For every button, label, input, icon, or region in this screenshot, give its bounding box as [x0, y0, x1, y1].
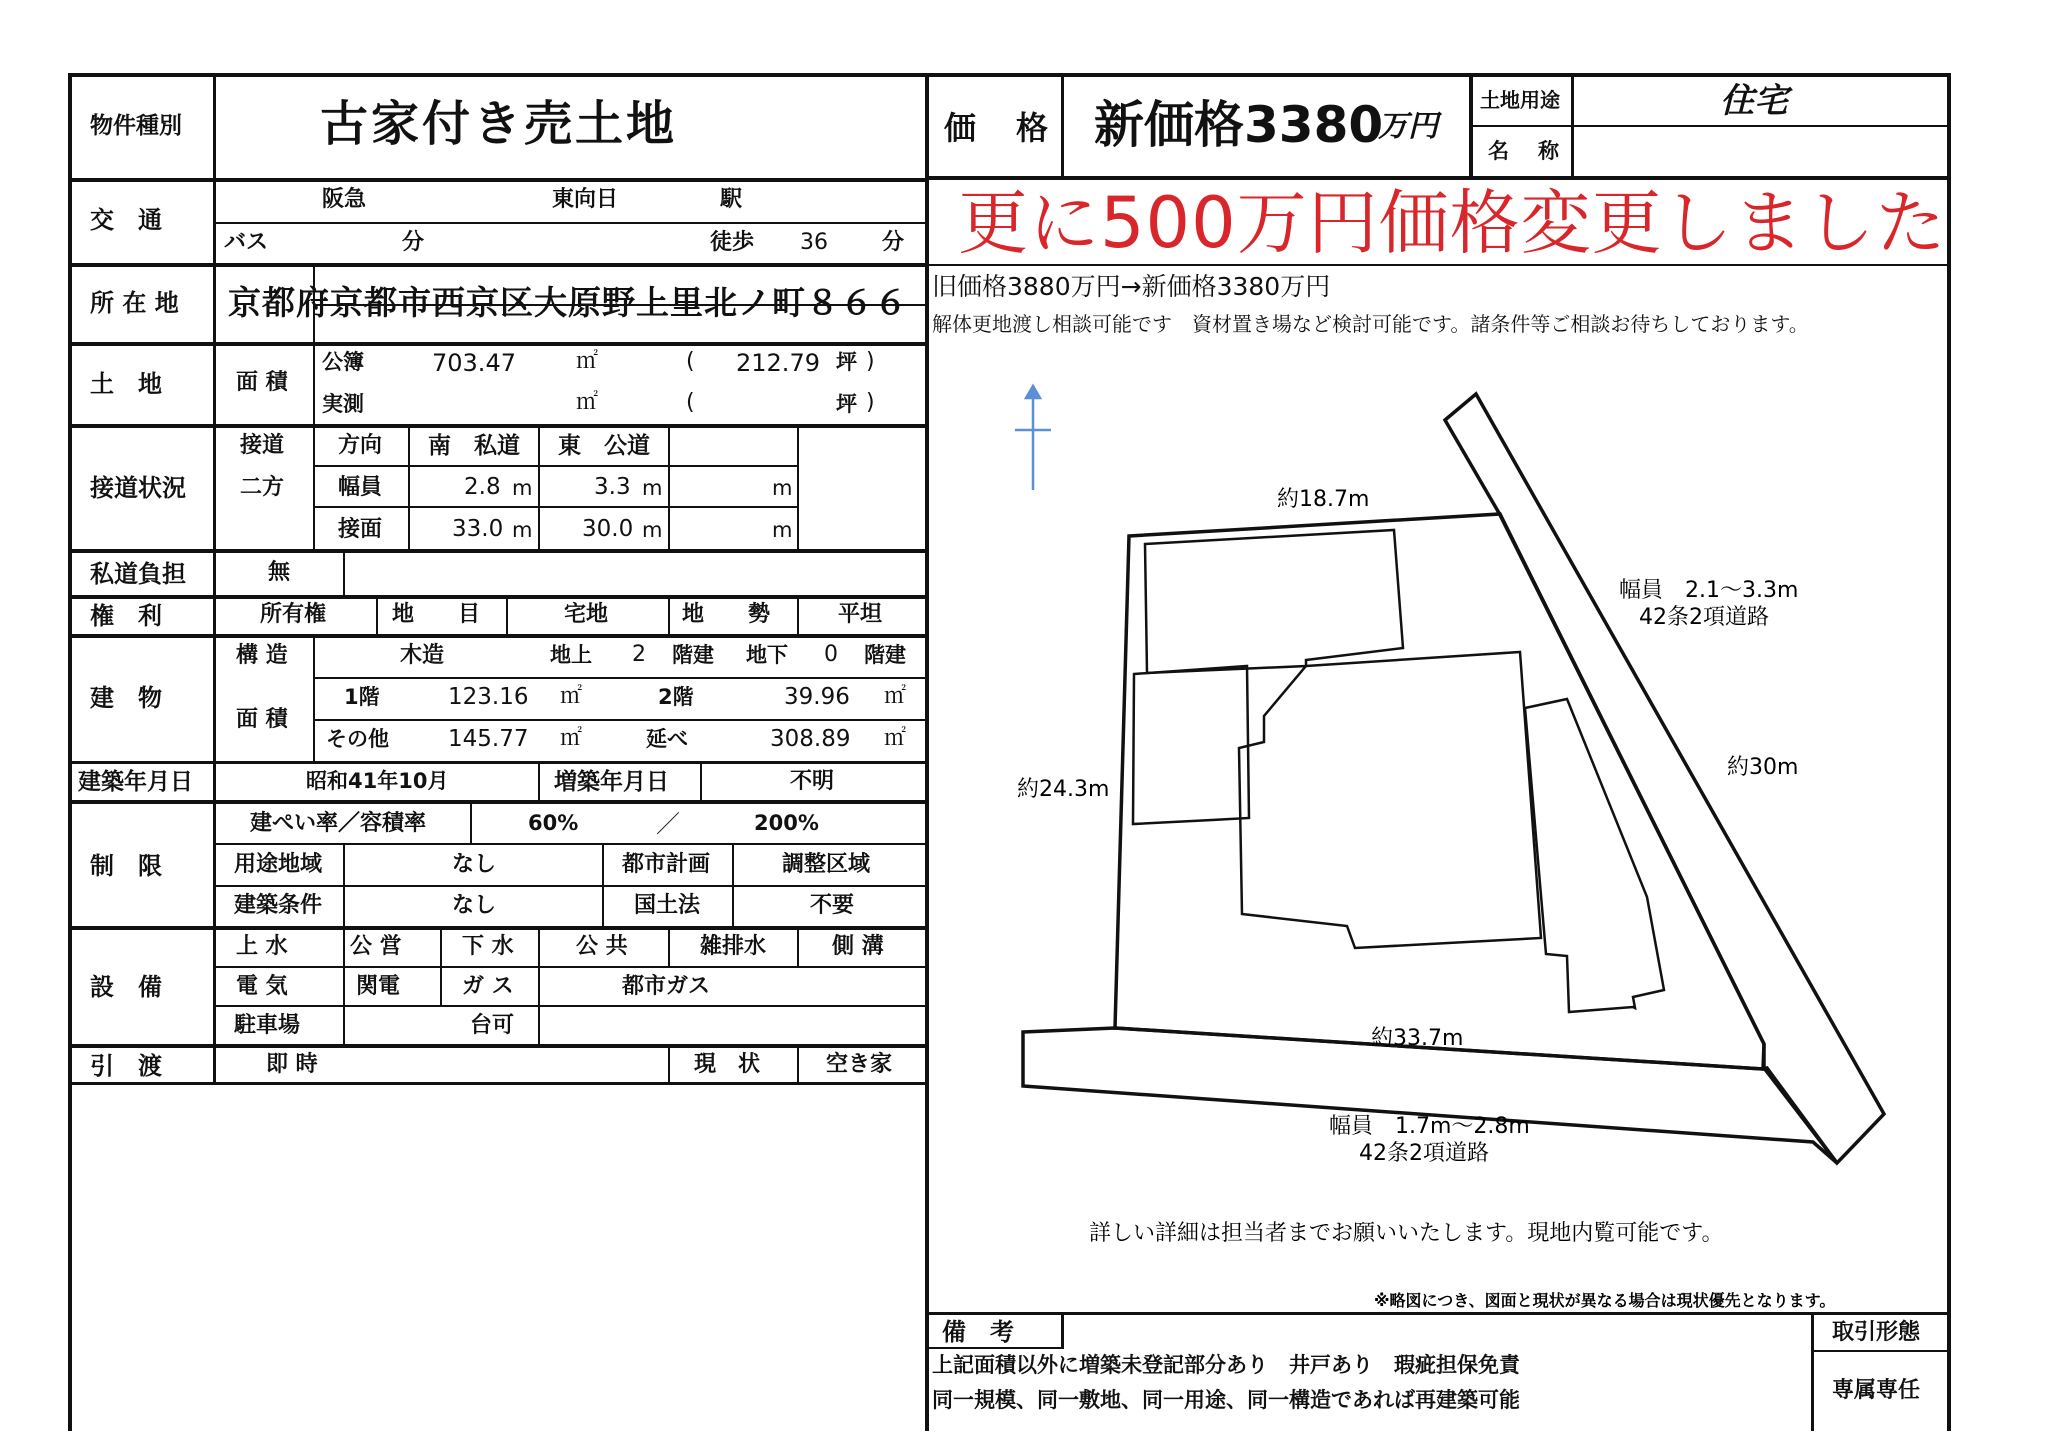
delivery-label: 引 渡: [90, 1052, 162, 1080]
road-dir-east: 東 公道: [558, 433, 650, 459]
map-disclaimer: ※略図につき、図面と現状が異なる場合は現状優先となります。: [1374, 1291, 1836, 1310]
map-details: 詳しい詳細は担当者までお願いいたします。現地内覧可能です。: [1089, 1221, 1724, 1246]
top-length: 約18.7m: [1277, 487, 1370, 512]
built-value: 昭和41年10月: [306, 769, 449, 793]
land-use-value: 住宅: [1720, 81, 1788, 121]
building-above: 2: [632, 642, 646, 667]
private-road-label: 私道負担: [90, 560, 186, 588]
north-arrow-icon: [1015, 386, 1051, 490]
transport-bus: バス: [224, 230, 269, 255]
built-ext-value: 不明: [790, 769, 835, 794]
location-label: 所 在 地: [90, 289, 179, 317]
price-value: 新価格3380: [1094, 96, 1384, 154]
terrain: 平坦: [838, 602, 883, 627]
price-unit: 万円: [1378, 109, 1438, 144]
transport-bus-min: 分: [402, 230, 425, 255]
land-registry-tsubo: 212.79: [736, 349, 820, 377]
land-use-label: 土地用途: [1480, 88, 1560, 112]
building-f1: 123.16: [448, 684, 529, 710]
private-road-value: 無: [268, 560, 291, 585]
zone: なし: [452, 852, 497, 877]
note: 解体更地渡し相談可能です 資材置き場など検討可能です。諸条件等ご相談お待ちしております。: [932, 312, 1809, 336]
road-frontage-east: 30.0: [582, 516, 634, 542]
transport-label: 交 通: [90, 206, 162, 234]
transport-walk-unit: 分: [882, 230, 905, 255]
transport-walk: 徒歩: [710, 230, 755, 255]
building-other: 145.77: [448, 726, 529, 752]
road-touch-value: 二方: [240, 475, 285, 500]
right-length: 約30m: [1727, 755, 1799, 780]
building-2: [1133, 666, 1249, 824]
road-dir-south: 南 私道: [428, 433, 520, 459]
city-plan: 調整区域: [782, 852, 871, 877]
building-label: 建 物: [90, 684, 162, 712]
rights-value: 所有権: [260, 602, 327, 627]
land-m2-unit: ㎡: [576, 349, 599, 374]
building-f2: 39.96: [784, 684, 850, 710]
sewer: 公 共: [576, 934, 628, 959]
water: 公 営: [350, 934, 402, 959]
price-label: 価 格: [944, 109, 1053, 147]
building-main: [1239, 652, 1541, 948]
road-width-south: 2.8: [464, 474, 501, 500]
land-category: 宅地: [564, 602, 609, 627]
bottom-length: 約33.7m: [1371, 1026, 1464, 1051]
south-road-type: 42条2項道路: [1359, 1141, 1489, 1166]
road-frontage-south: 33.0: [452, 516, 504, 542]
location-value: 京都府京都市西京区大原野上里北ノ町８６６: [228, 283, 908, 322]
building-below: 0: [824, 642, 838, 667]
floor-area-ratio: 200%: [754, 811, 819, 835]
transport-station-suffix: 駅: [720, 187, 743, 212]
electricity: 関電: [356, 974, 401, 999]
building-conditions: なし: [452, 893, 497, 918]
rights-label: 権 利: [90, 602, 162, 630]
road-width-east: 3.3: [594, 474, 631, 500]
property-type-value: 古家付き売土地: [320, 96, 678, 152]
land-area-label: 面 積: [236, 370, 288, 395]
deal-type-label: 取引形態: [1832, 1320, 1921, 1345]
road-touch-label: 接道: [240, 433, 285, 458]
east-road-type: 42条2項道路: [1639, 605, 1769, 630]
east-road: [1445, 394, 1884, 1163]
remarks-label: 備 考: [942, 1318, 1014, 1346]
current-status: 空き家: [826, 1052, 893, 1077]
gas: 都市ガス: [622, 974, 711, 999]
left-length: 約24.3m: [1017, 777, 1110, 802]
east-road-width: 幅員 2.1～3.3m: [1619, 578, 1799, 603]
south-road-width: 幅員 1.7m～2.8m: [1329, 1114, 1530, 1139]
transport-line: 阪急: [322, 187, 367, 212]
building-structure: 木造: [400, 643, 445, 668]
land-law: 不要: [810, 893, 855, 918]
land-label: 土 地: [90, 370, 162, 398]
price-change: 旧価格3880万円→新価格3380万円: [932, 272, 1331, 301]
built-label: 建築年月日: [78, 769, 193, 795]
headline: 更に500万円価格変更しました: [958, 182, 1947, 264]
facilities-label: 設 備: [90, 973, 162, 1001]
parking: 台可: [470, 1013, 515, 1038]
site-map: [929, 350, 1947, 1310]
transport-walk-min: 36: [800, 230, 828, 255]
road-label: 接道状況: [90, 474, 186, 502]
remarks-line2: 同一規模、同一敷地、同一用途、同一構造であれば再建築可能: [932, 1388, 1520, 1412]
delivery-value: 即 時: [266, 1052, 318, 1077]
property-type-label: 物件種別: [90, 113, 182, 139]
land-registry-label: 公簿: [322, 350, 364, 374]
building-east: [1525, 699, 1664, 1012]
restrictions-label: 制 限: [90, 852, 162, 880]
deal-type-value: 専属専任: [1832, 1378, 1921, 1403]
drainage: 側 溝: [832, 934, 884, 959]
coverage-ratio: 60%: [528, 811, 579, 835]
remarks-line1: 上記面積以外に増築未登記部分あり 井戸あり 瑕疵担保免責: [932, 1353, 1520, 1377]
transport-station: 東向日: [552, 187, 619, 212]
building-1: [1145, 530, 1403, 673]
building-total: 308.89: [770, 726, 851, 752]
land-registry-m2: 703.47: [432, 349, 516, 377]
name-label: 名 称: [1488, 139, 1563, 163]
land-survey-label: 実測: [322, 392, 364, 416]
